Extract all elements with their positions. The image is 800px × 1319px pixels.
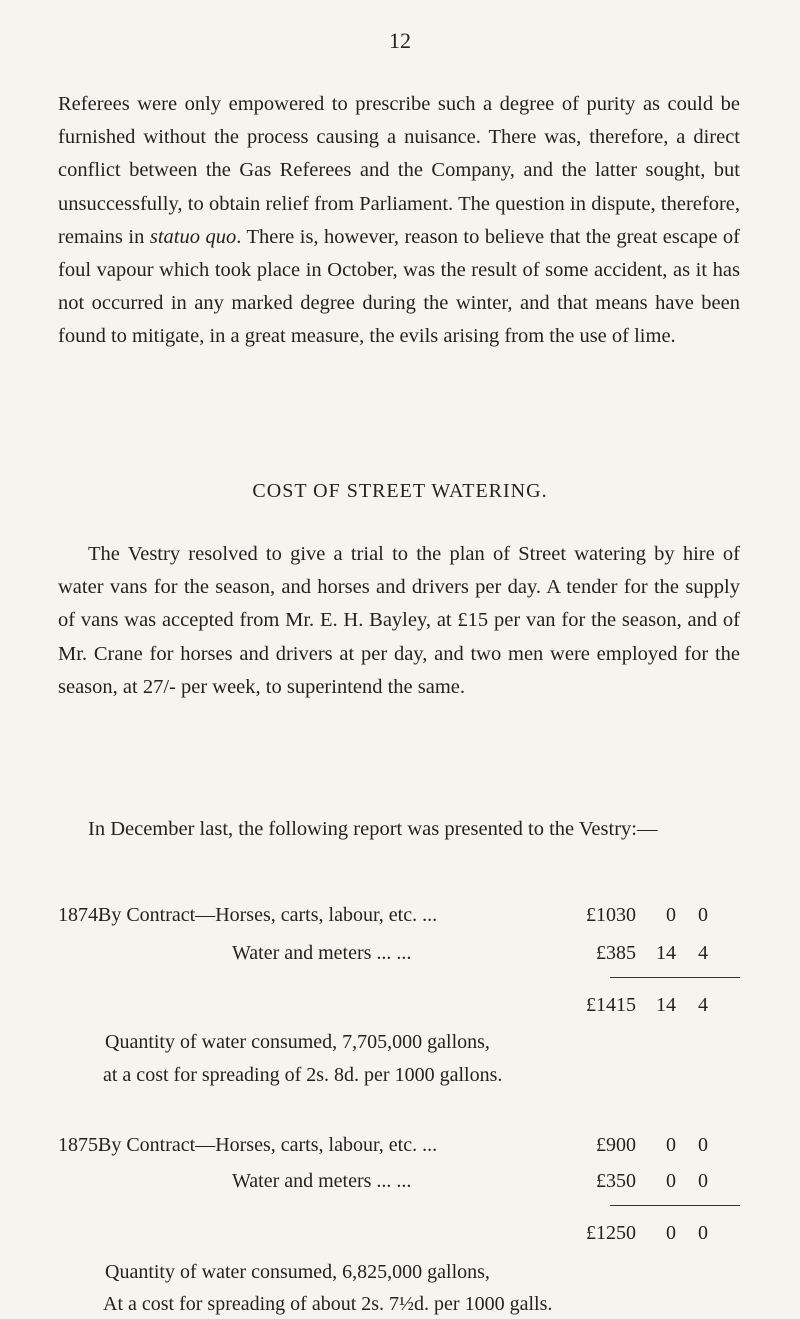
report-year-1874: 1874. xyxy=(58,904,103,926)
report-year-1875: 1875. xyxy=(58,1134,103,1156)
amount-shillings: 0 xyxy=(666,1170,676,1192)
cost-note: At a cost for spreading of about 2s. 7½d. per 1000 galls. xyxy=(103,1293,553,1315)
amount-total xyxy=(566,1218,708,1248)
amount-shillings: 0 xyxy=(666,1222,676,1244)
amount-pounds: £1250 xyxy=(586,1222,636,1244)
amount-pounds: £350 xyxy=(596,1170,636,1192)
amount-pence: 0 xyxy=(698,1134,708,1156)
quantity-note: Quantity of water consumed, 7,705,000 gallons, xyxy=(105,1031,490,1053)
total-rule xyxy=(610,977,740,978)
line-item-contract: By Contract—Horses, carts, labour, etc. ... xyxy=(98,904,438,926)
amount-contract xyxy=(566,1130,708,1160)
total-rule xyxy=(610,1205,740,1206)
paragraph-text: . There is, however, reason to believe that the great escape of foul vapour which took place in October, was the result of some accident, as it has not occurred in any marked degree during the winter, and that means have been found to mitigate, in a great measure, the evils arising from the use of lime. xyxy=(58,225,741,348)
paragraph-text: Referees were only empowered to prescribe such a degree of purity as could be furnished without the process causing a nuisance. There was, therefore, a direct conflict between the Gas Referees and the Company, and the latter sought, but unsuccessfully, to obtain relief from Parliament. The question in dispute, therefore, remains in xyxy=(58,93,740,248)
amount-shillings: 14 xyxy=(656,942,676,964)
amount-pence: 4 xyxy=(698,942,708,964)
paragraph-report-intro: In December last, the following report was presented to the Vestry:— xyxy=(88,818,658,840)
line-item-water: Water and meters ... ... xyxy=(232,942,412,964)
cost-note: at a cost for spreading of 2s. 8d. per 1000 gallons. xyxy=(103,1064,503,1086)
amount-total xyxy=(566,990,708,1020)
amount-pence: 0 xyxy=(698,1170,708,1192)
amount-pounds: £1415 xyxy=(586,994,636,1016)
amount-pence: 4 xyxy=(698,994,708,1016)
amount-pence: 0 xyxy=(698,1222,708,1244)
amount-shillings: 14 xyxy=(656,994,676,1016)
line-item-water: Water and meters ... ... xyxy=(232,1170,412,1192)
amount-water xyxy=(566,938,708,968)
paragraph-gas-referees xyxy=(58,88,740,354)
quantity-note: Quantity of water consumed, 6,825,000 gallons, xyxy=(105,1261,490,1283)
amount-water xyxy=(566,1166,708,1196)
amount-pence: 0 xyxy=(698,904,708,926)
amount-pounds: £900 xyxy=(596,1134,636,1156)
page-number: 12 xyxy=(389,28,411,53)
amount-pounds: £1030 xyxy=(586,904,636,926)
amount-shillings: 0 xyxy=(666,904,676,926)
section-heading: COST OF STREET WATERING. xyxy=(252,480,548,502)
line-item-contract: By Contract—Horses, carts, labour, etc. ... xyxy=(98,1134,438,1156)
amount-shillings: 0 xyxy=(666,1134,676,1156)
amount-pounds: £385 xyxy=(596,942,636,964)
paragraph-street-watering: The Vestry resolved to give a trial to the plan of Street watering by hire of water vans for the season, and horses and drivers per day. A tender for the supply of vans was accepted from Mr. E. H. Bayley, at £15 per van for the season, and of Mr. Crane for horses and drivers at per day, and two men were employed for the season, at 27/- per week, to superintend the same. xyxy=(58,543,740,698)
amount-contract xyxy=(566,900,708,930)
italic-phrase: statuo quo xyxy=(149,225,237,248)
